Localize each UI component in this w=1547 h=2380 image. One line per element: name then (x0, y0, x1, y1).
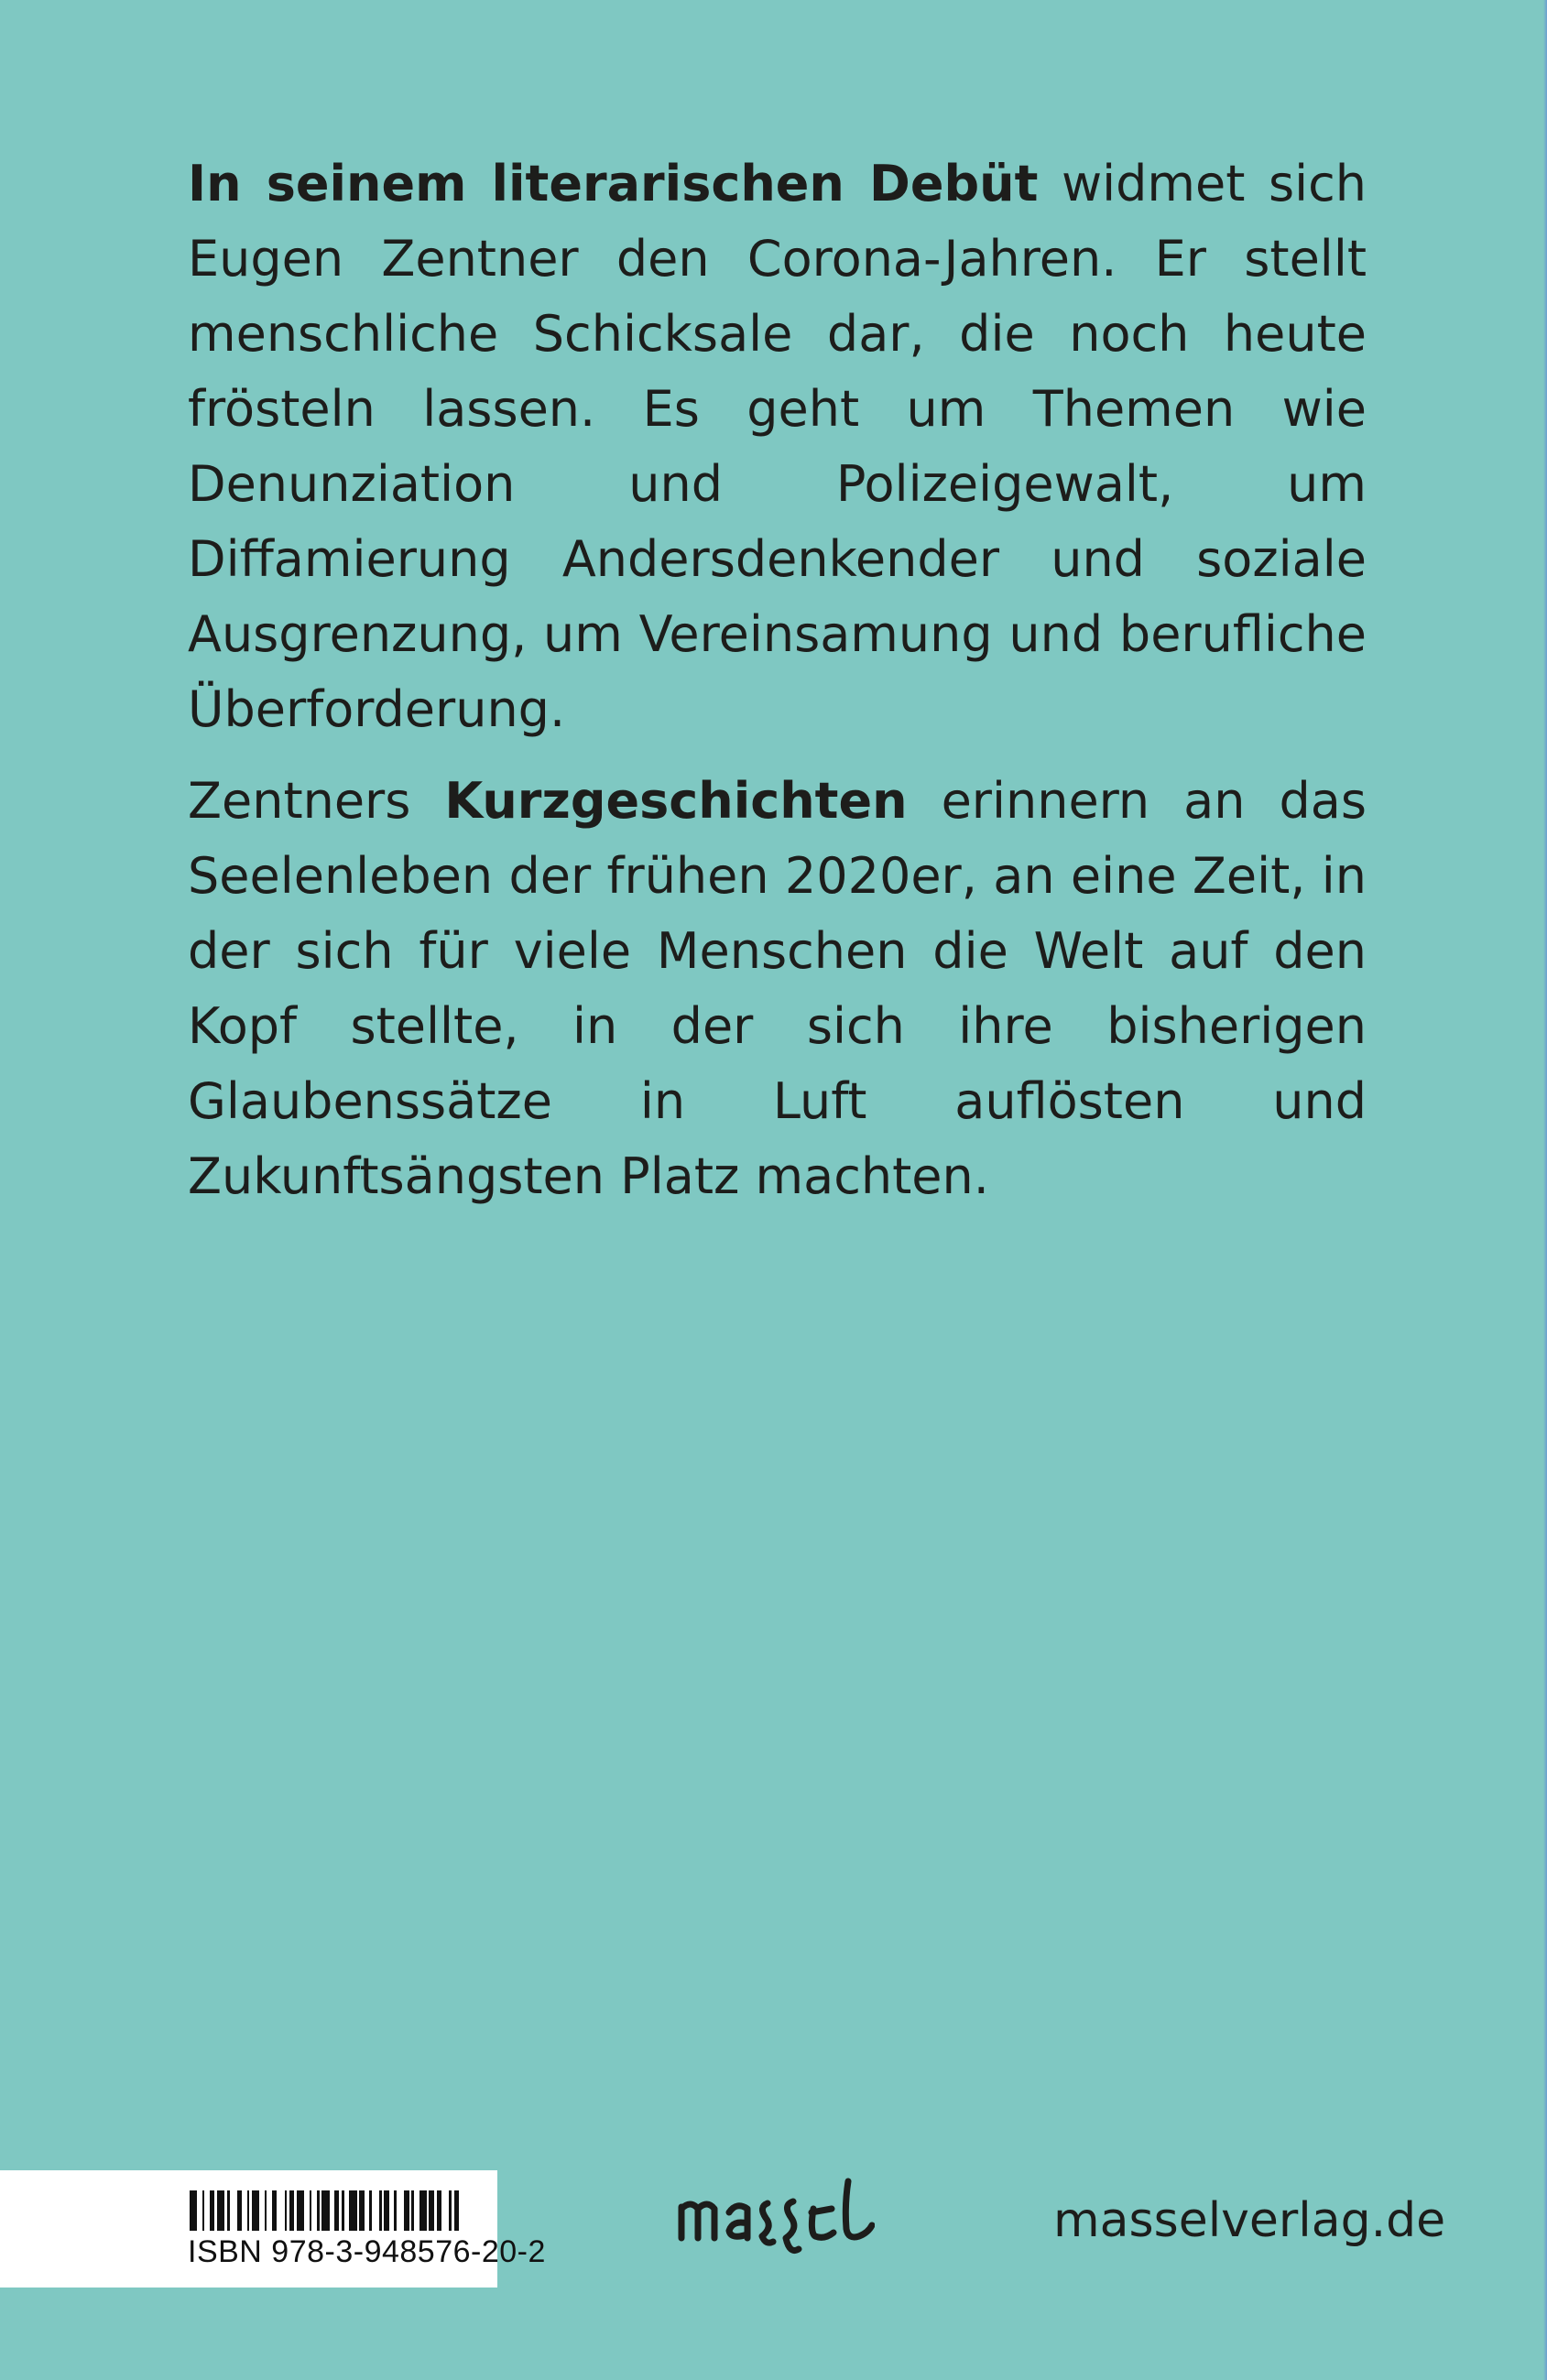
barcode-bar (372, 2190, 379, 2231)
blurb-bold-kurzgeschichten: Kurzgeschichten (444, 772, 908, 830)
barcode-bar (277, 2190, 284, 2231)
blurb-text (188, 147, 1367, 1214)
blurb-paragraph-2 (188, 764, 1367, 1214)
blurb-bold-intro: In seinem literarischen Debüt (188, 155, 1039, 212)
barcode-bar (321, 2190, 329, 2231)
barcode-bar (230, 2190, 237, 2231)
cover-edge (1543, 0, 1547, 2380)
barcode-bar (252, 2190, 259, 2231)
blurb-paragraph-1-text: widmet sich Eugen Zentner den Corona-Jahren. Er stellt menschliche Schicksale dar, die noch heute frösteln lassen. Es geht um Themen wie Denunziation und Polizeigewalt, um Diffamierung Andersdenkender und soziale Ausgrenzung, um Vereinsamung und berufliche Überforderung. (188, 155, 1367, 738)
isbn-barcode-panel (0, 2170, 546, 2288)
isbn-number: ISBN 978-3-948576-20-2 (188, 2234, 546, 2269)
barcode-bar (349, 2190, 356, 2231)
blurb-paragraph-2-start: Zentners (188, 772, 445, 830)
barcode-bar (441, 2190, 449, 2231)
barcode-bar (297, 2190, 304, 2231)
massel-logo (678, 2168, 875, 2260)
barcode-bar (190, 2190, 197, 2231)
barcode-bar (419, 2190, 427, 2231)
blurb-paragraph-1 (188, 147, 1367, 747)
barcode-graphic (190, 2190, 464, 2231)
barcode-bar (459, 2190, 463, 2231)
blurb-paragraph-2-text: erinnern an das Seelenleben der frühen 2020er, an eine Zeit, in der sich für viele Menschen die Welt auf den Kopf stellte, in der sich ihre bisherigen Glaubenssätze in Luft auflösten und Zukunftsängsten Platz machten. (188, 772, 1367, 1205)
barcode-bar (397, 2190, 404, 2231)
publisher-website: masselverlag.de (1053, 2193, 1446, 2248)
barcode-bar (217, 2190, 224, 2231)
